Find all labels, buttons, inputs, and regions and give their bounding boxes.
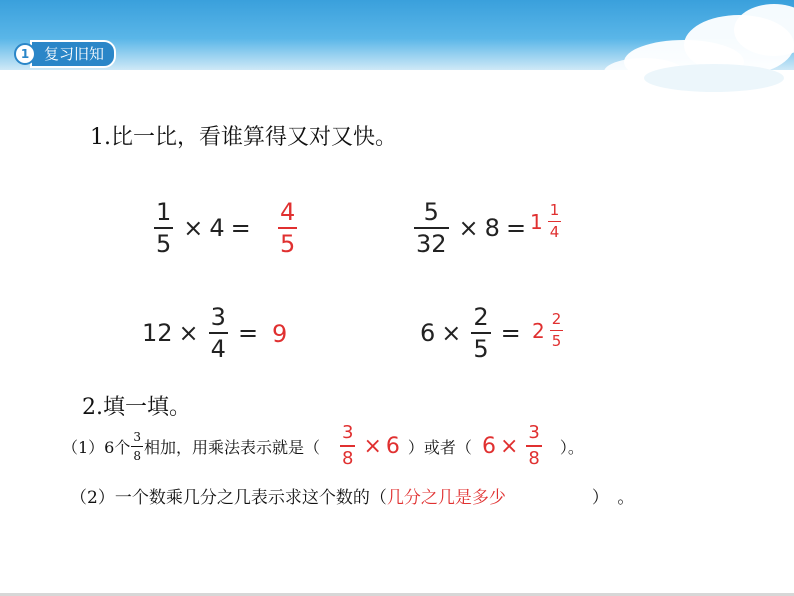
q1-item-4-expression xyxy=(420,305,527,361)
times-sign: × xyxy=(458,214,479,242)
answer-fraction: $\frac{1}{4}$ xyxy=(549,201,560,241)
q2-part1-mid: 相加，用乘法表示就是（ xyxy=(144,437,321,457)
q1-item-1-answer xyxy=(274,200,301,256)
fraction: $\frac{5}{32}$ xyxy=(416,198,447,258)
q2-part1-answer-1: $\frac{3}{8}$ × 6 xyxy=(342,422,400,469)
section-title: 复习旧知 xyxy=(30,40,116,68)
equals-sign: = xyxy=(230,214,251,242)
q2-part2-line xyxy=(70,483,634,508)
q2-part1-pre: （1）6个 xyxy=(62,437,131,457)
fraction: $\frac{2}{5}$ xyxy=(473,303,489,363)
number: 12 xyxy=(142,319,173,347)
q2-prompt: 2.填一填。 xyxy=(82,395,191,420)
q2-part1-line xyxy=(62,424,584,468)
fraction: $\frac{3}{4}$ xyxy=(210,303,226,363)
times-sign: × xyxy=(183,214,204,242)
equals-sign: = xyxy=(500,319,521,347)
q2-part2-post: ） 。 xyxy=(591,488,635,508)
q2-part1-fraction: $\frac{3}{8}$ xyxy=(133,429,142,463)
q2-part2-pre: （2）一个数乘几分之几表示求这个数的（ xyxy=(70,488,387,508)
q1-item-1-expression xyxy=(150,200,257,256)
answer-fraction: $\frac{4}{5}$ xyxy=(280,198,296,258)
fraction: $\frac{1}{5}$ xyxy=(156,198,172,258)
number: 6 xyxy=(420,319,436,347)
q2-part1-mid2: ）或者（ xyxy=(407,437,472,457)
q1-prompt: 1.比一比，看谁算得又对又快。 xyxy=(90,125,397,150)
q1-item-3-expression xyxy=(142,305,264,361)
times-sign: × xyxy=(441,319,462,347)
q1-item-2-answer xyxy=(530,203,565,240)
q1-item-2-expression xyxy=(410,200,532,256)
q1-item-4-answer xyxy=(532,312,567,349)
q2-part1-answer-2: 6 × $\frac{3}{8}$ xyxy=(481,422,540,469)
answer-whole: 1 xyxy=(530,209,543,234)
q1-item-3-answer: 9 xyxy=(272,320,288,348)
number: 8 xyxy=(484,214,500,242)
number: 4 xyxy=(209,214,225,242)
equals-sign: = xyxy=(505,214,527,242)
answer-fraction: $\frac{2}{5}$ xyxy=(551,310,562,350)
section-number-badge: 1 xyxy=(14,43,36,65)
q2-part1-post: ）。 xyxy=(559,437,584,457)
cloud-decoration xyxy=(534,0,794,95)
answer-whole: 2 xyxy=(532,318,545,343)
equals-sign: = xyxy=(237,319,259,347)
section-tag xyxy=(14,41,116,67)
q2-part2-answer: 几分之几是多少 xyxy=(386,488,506,508)
times-sign: × xyxy=(178,319,199,347)
